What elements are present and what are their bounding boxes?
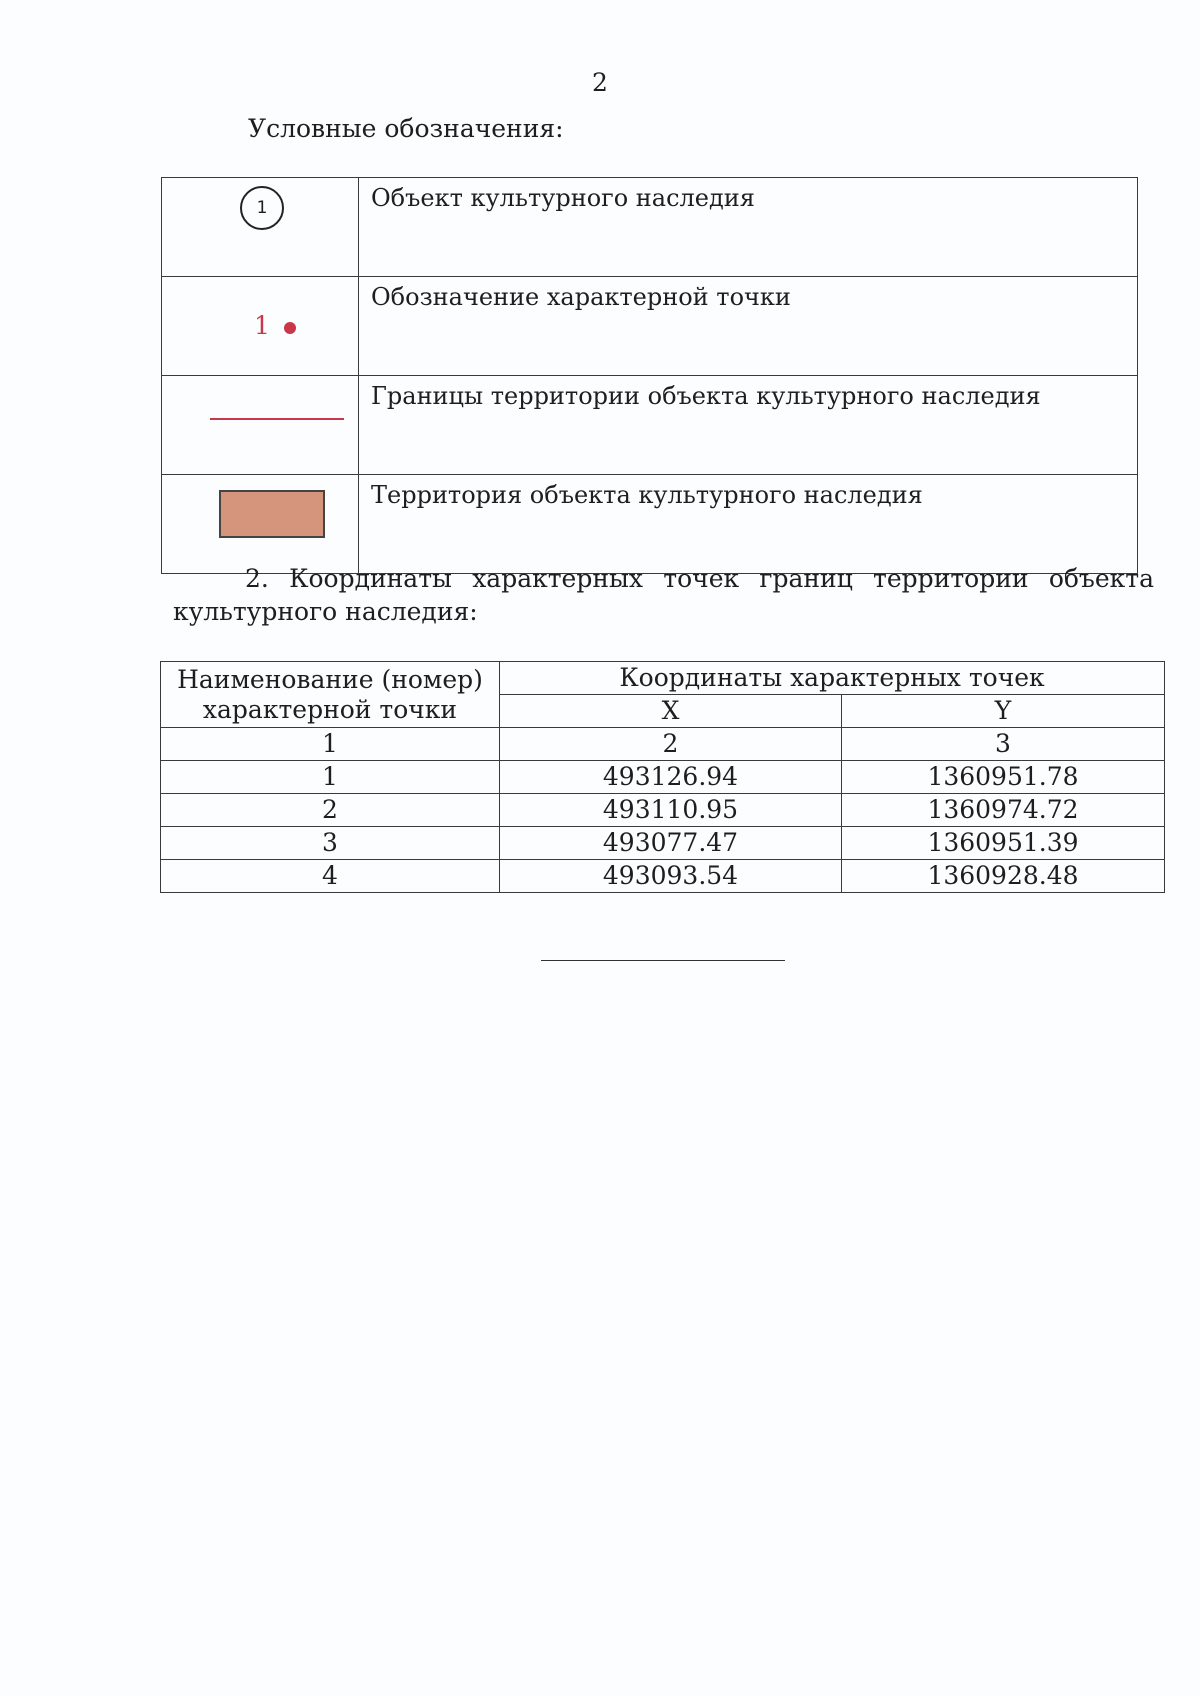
legend-text: Границы территории объекта культурного наследия: [359, 376, 1138, 475]
legend-symbol-cell: [162, 376, 359, 475]
header-coordinates: Координаты характерных точек: [500, 662, 1165, 695]
legend-row-territory: [162, 475, 1138, 574]
section-paragraph: 2. Координаты характерных точек границ территории объекта культурного наследия:: [173, 564, 1154, 626]
legend-row-boundary: [162, 376, 1138, 475]
point-number-cell: 3: [161, 827, 500, 860]
table-row: [161, 794, 1165, 827]
table-row: [161, 761, 1165, 794]
red-dot-icon: [284, 322, 296, 334]
x-cell: 493126.94: [500, 761, 842, 794]
table-row: [161, 860, 1165, 893]
column-number-row: [161, 728, 1165, 761]
table-row: [161, 827, 1165, 860]
filled-rect-icon: [219, 490, 325, 538]
end-divider: [541, 960, 785, 961]
legend-symbol-cell: [162, 277, 359, 376]
column-number: 1: [161, 728, 500, 761]
table-header-row: [161, 662, 1165, 695]
coordinates-table: [160, 661, 1165, 893]
legend-row-object: [162, 178, 1138, 277]
x-cell: 493110.95: [500, 794, 842, 827]
legend-symbol-cell: [162, 475, 359, 574]
header-point-name: Наименование (номер) характерной точки: [161, 662, 500, 728]
numbered-circle-icon: [240, 186, 284, 230]
legend-text: Обозначение характерной точки: [359, 277, 1138, 376]
legend-text: Территория объекта культурного наследия: [359, 475, 1138, 574]
y-cell: 1360951.39: [842, 827, 1165, 860]
y-cell: 1360974.72: [842, 794, 1165, 827]
legend-text: Объект культурного наследия: [359, 178, 1138, 277]
page-number: 2: [592, 68, 608, 97]
column-number: 2: [500, 728, 842, 761]
circle-number: 1: [256, 198, 268, 218]
legend-heading: Условные обозначения:: [248, 114, 564, 143]
x-cell: 493093.54: [500, 860, 842, 893]
legend-table: [161, 177, 1138, 574]
red-line-icon: [210, 418, 344, 420]
legend-symbol-cell: [162, 178, 359, 277]
y-cell: 1360951.78: [842, 761, 1165, 794]
legend-row-point: [162, 277, 1138, 376]
column-number: 3: [842, 728, 1165, 761]
point-number-cell: 1: [161, 761, 500, 794]
header-y: Y: [842, 695, 1165, 728]
x-cell: 493077.47: [500, 827, 842, 860]
header-x: X: [500, 695, 842, 728]
point-number-cell: 4: [161, 860, 500, 893]
red-point-icon: [254, 311, 296, 340]
y-cell: 1360928.48: [842, 860, 1165, 893]
point-number-cell: 2: [161, 794, 500, 827]
point-number: 1: [254, 311, 270, 340]
